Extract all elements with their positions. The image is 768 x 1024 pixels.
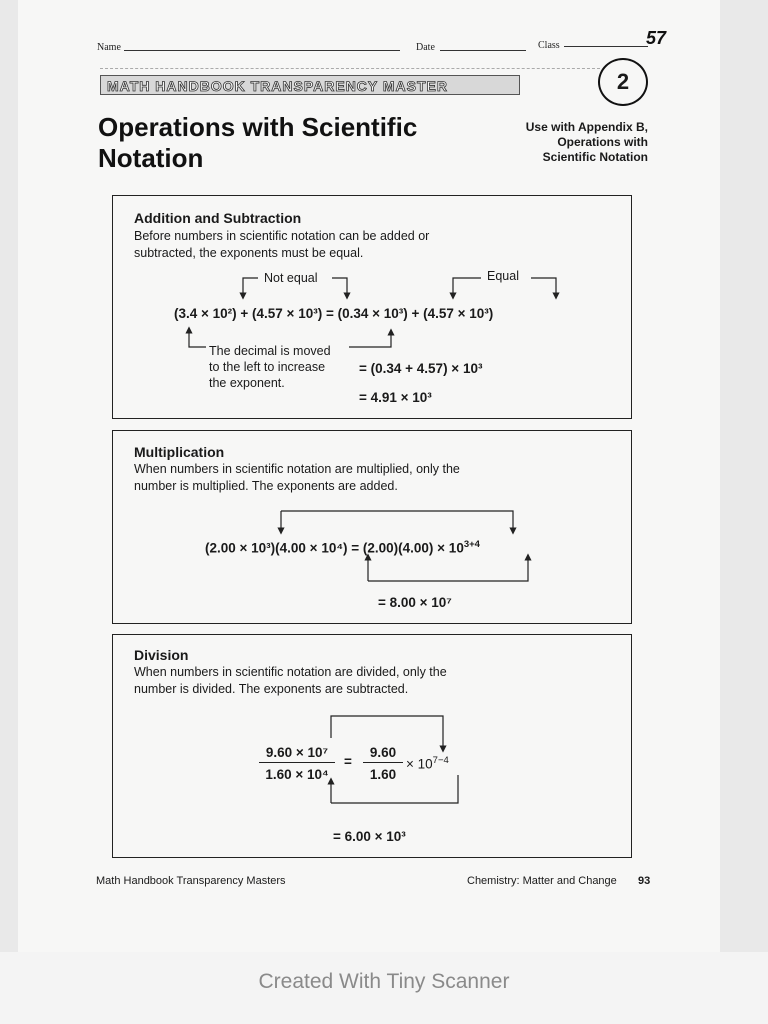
footer-book: Chemistry: Matter and Change [467, 875, 617, 887]
division-exponent-difference: 7−4 [432, 755, 449, 766]
fraction-right-numerator: 9.60 [363, 745, 403, 763]
multiply-top-bracket [281, 511, 513, 531]
title-line-1: Operations with Scientific [98, 112, 418, 142]
fraction-right [363, 745, 403, 782]
name-line [124, 50, 400, 51]
handwritten-page-number: 57 [646, 28, 667, 48]
addition-subtraction-box [112, 195, 632, 419]
division-desc-line-1: When numbers in scientific notation are divided, only the [134, 665, 447, 679]
not-equal-label: Not equal [264, 271, 318, 285]
date-line [440, 50, 526, 51]
equal-label: Equal [487, 269, 519, 283]
addition-desc-line-1: Before numbers in scientific notation can be added or [134, 229, 430, 243]
addition-heading: Addition and Subtraction [134, 210, 302, 226]
class-label: Class [538, 40, 560, 51]
not-equal-left-arrow [243, 278, 258, 296]
scanner-watermark: Created With Tiny Scanner [258, 970, 510, 993]
master-number-badge: 2 [598, 58, 648, 106]
page-title [98, 112, 478, 174]
fraction-right-denominator: 1.60 [369, 767, 397, 782]
footer-series: Math Handbook Transparency Masters [96, 875, 286, 887]
use-with-line-1: Use with Appendix B, [525, 120, 648, 134]
name-label: Name [97, 42, 121, 53]
division-box [112, 634, 632, 858]
equal-left-arrow [453, 278, 481, 296]
division-result: = 6.00 × 10³ [333, 829, 406, 844]
multiplication-bracket-arrows [113, 431, 631, 623]
division-power-factor [406, 755, 449, 772]
class-line [564, 46, 648, 47]
multiplication-equation-main: (2.00 × 10³)(4.00 × 10⁴) = (2.00)(4.00) × 10 [205, 540, 464, 556]
addition-equation: (3.4 × 10²) + (4.57 × 10³) = (0.34 × 10³) + (4.57 × 10³) [174, 306, 494, 321]
multiplication-result: = 8.00 × 10⁷ [378, 595, 452, 610]
equal-right-arrow [531, 278, 556, 296]
multiplication-desc-line-1: When numbers in scientific notation are multiplied, only the [134, 462, 460, 476]
multiplication-exponent-sum: 3+4 [463, 539, 480, 550]
not-equal-right-arrow [332, 278, 347, 296]
multiplication-desc-line-2: number is multiplied. The exponents are added. [134, 478, 398, 493]
multiplication-box [112, 430, 632, 624]
division-heading: Division [134, 647, 189, 663]
footer-page-number: 93 [638, 875, 651, 887]
date-label: Date [416, 42, 435, 53]
use-with-note [490, 120, 648, 165]
decimal-note-line-1: The decimal is moved [209, 344, 331, 358]
fraction-left-denominator: 1.60 × 10⁴ [265, 767, 329, 782]
addition-step-2: = (0.34 + 4.57) × 10³ [359, 361, 483, 376]
decimal-note-line-3: the exponent. [209, 376, 285, 390]
division-equals: = [344, 754, 352, 769]
division-times-ten: × 10 [406, 756, 433, 772]
use-with-line-3: Scientific Notation [542, 150, 648, 164]
addition-desc-line-2: subtracted, the exponents must be equal. [134, 245, 364, 260]
decimal-note-leader [189, 343, 206, 347]
use-with-line-2: Operations with [557, 135, 648, 149]
fraction-left-numerator: 9.60 × 10⁷ [259, 745, 335, 763]
division-desc-line-2: number is divided. The exponents are subtracted. [134, 681, 409, 696]
fraction-left [259, 745, 335, 782]
multiplication-heading: Multiplication [134, 444, 225, 460]
decimal-note [209, 343, 331, 391]
banner: MATH HANDBOOK TRANSPARENCY MASTER [100, 75, 520, 95]
decimal-note-line-2: to the left to increase [209, 360, 326, 374]
title-line-2: Notation [98, 143, 204, 173]
addition-result: = 4.91 × 10³ [359, 390, 432, 405]
exponent-bottom-bracket [368, 557, 528, 581]
header-dashed-rule [100, 68, 600, 69]
multiplication-equation [205, 539, 480, 556]
moved-exponent-arrow [349, 332, 391, 347]
